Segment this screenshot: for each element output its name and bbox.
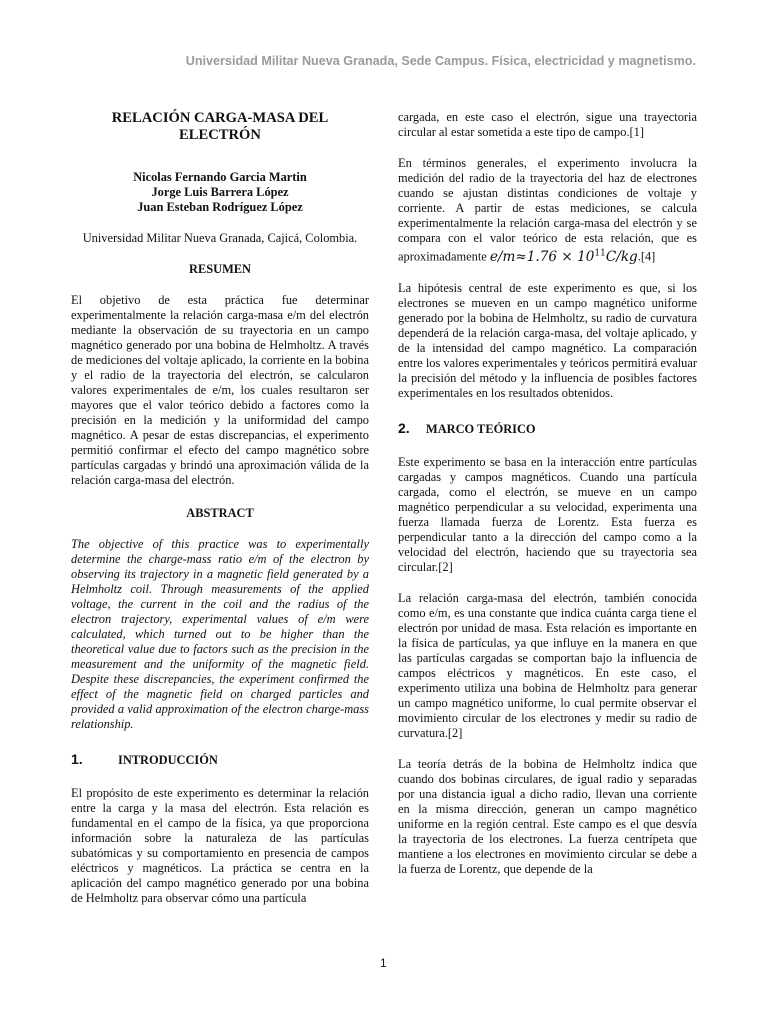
author-list xyxy=(71,170,369,215)
theory-paragraph-3: La teoría detrás de la bobina de Helmholtz indica que cuando dos bobinas circulares, de igual radio y separadas por una distancia igual a dicho radio, llevan una corriente en la misma dirección, generan un campo magnético uniforme en la región central. Este campo es el que desvía la trayectoria de los electrones. La fuerza centrípeta que mantiene a los electrones en movimiento circular se debe a la fuerza de Lorentz, que depende de la xyxy=(398,756,697,876)
affiliation: Universidad Militar Nueva Granada, Cajicá, Colombia. xyxy=(82,231,358,245)
paper-title xyxy=(71,110,369,144)
left-column xyxy=(71,110,369,906)
author-3: Juan Esteban Rodríguez López xyxy=(137,200,303,214)
page-number: 1 xyxy=(380,956,387,970)
author-1: Nicolas Fernando Garcia Martin xyxy=(133,170,307,184)
running-header: Universidad Militar Nueva Granada, Sede Campus. Física, electricidad y magnetismo. xyxy=(185,54,696,68)
abstract-text: The objective of this practice was to experimentally determine the charge-mass ratio e/m of the electron by observing its trajectory in a magnetic field generated by a Helmholtz coil. Through measurements of the applied voltage, the current in the coil and the radius of the electron trajectory, experimental values of e/m were calculated, which turned out to be higher than the theoretical value due to factors such as the precision in the measurement and the uniformity of the magnetic field. Despite these discrepancies, the experiment confirmed the effect of the magnetic field on charged particles and provided a valid approximation of the electron charge-mass relationship. xyxy=(71,537,369,731)
intro-paragraph-1: El propósito de este experimento es determinar la relación entre la carga y la masa del electrón. Esta relación es fundamental en el campo de la física, ya que proporciona información sobre la naturaleza de las partículas subatómicas y su comportamiento en presencia de campos eléctricos y magnéticos. La práctica se centra en la aplicación del campo magnético generado por una bobina de Helmholtz para observar cómo una partícula xyxy=(71,786,369,905)
section-1-number: 1. xyxy=(71,751,83,767)
formula-unit: C/kg xyxy=(605,248,638,265)
title-line-2: ELECTRÓN xyxy=(179,127,261,143)
title-line-1: RELACIÓN CARGA-MASA DEL xyxy=(111,110,329,126)
section-2-number: 2. xyxy=(398,419,410,436)
section-2-title: MARCO TEÓRICO xyxy=(426,421,536,436)
right-column xyxy=(398,110,697,877)
section-2-heading xyxy=(398,421,697,437)
theory-paragraph-1: Este experimento se basa en la interacción entre partículas cargadas y campos magnéticos. Cuando una partícula cargada, como el electrón, se mueve en un campo magnético perpendicular a su velocidad, experimenta una fuerza llamada fuerza de Lorentz. Esta fuerza es perpendicular tanto a la dirección del campo como a la velocidad del electrón, haciendo que su trayectoria sea circular.[2] xyxy=(398,454,697,574)
intro-paragraph-1-continued: cargada, en este caso el electrón, sigue una trayectoria circular al estar sometida a este tipo de campo.[1] xyxy=(398,110,697,139)
em-formula xyxy=(490,249,638,265)
section-1-title: INTRODUCCIÓN xyxy=(118,753,218,767)
intro-paragraph-3: La hipótesis central de este experimento es que, si los electrones se mueven en un campo magnético uniforme generado por la bobina de Helmholtz, su radio de curvatura dependerá de la relación carga-masa, del voltaje aplicado, y de la intensidad del campo magnético. La comparación entre los valores experimentales y teóricos permitirá evaluar la precisión del método y la influencia de posibles factores experimentales en los resultados obtenidos. xyxy=(398,280,697,400)
section-1-heading xyxy=(71,752,369,768)
resumen-text: El objetivo de esta práctica fue determinar experimentalmente la relación carga-masa e/m del electrón mediante la observación de su trayectoria en un campo magnético generado por una bobina de Helmholtz. A través de mediciones del voltaje aplicado, la corriente en la bobina y el radio de la trayectoria del electrón, se calcularon valores experimentales de e/m, los cuales resultaron ser mayores que el valor teórico debido a factores como la precisión en la medición y la uniformidad del campo magnético. A pesar de estas discrepancias, el experimento permitió confirmar el efecto del campo magnético sobre partículas cargadas y brindó una aproximación válida de la relación carga-masa del electrón. xyxy=(71,293,369,487)
formula-lhs: e/m≈1.76 × 10 xyxy=(489,248,595,265)
author-2: Jorge Luis Barrera López xyxy=(151,185,289,199)
intro-paragraph-2-text: En términos generales, el experimento involucra la medición del radio de la trayectoria del haz de electrones cuando se ajustan distintas condiciones de voltaje y corriente. A partir de estas mediciones, se calcula experimentalmente la relación carga-masa del electrón y se compara con el valor teórico de esta relación, que es aproximadamente xyxy=(398,156,697,264)
formula-reference: .[4] xyxy=(637,249,656,264)
resumen-heading: RESUMEN xyxy=(189,262,251,276)
abstract-heading: ABSTRACT xyxy=(186,506,254,520)
formula-exponent: 11 xyxy=(594,248,606,258)
intro-paragraph-2 xyxy=(398,156,697,265)
theory-paragraph-2: La relación carga-masa del electrón, también conocida como e/m, es una constante que indica cuánta carga tiene el electrón por unidad de masa. Esta relación es importante en la física de partículas, ya que influye en la manera en que las partículas cargadas se comportan bajo la influencia de campos eléctricos y magnéticos. En este caso, el experimento utiliza una bobina de Helmholtz para generar un campo magnético uniforme, lo cual permite observar el movimiento circular de los electrones y medir su radio de curvatura.[2] xyxy=(398,590,697,740)
